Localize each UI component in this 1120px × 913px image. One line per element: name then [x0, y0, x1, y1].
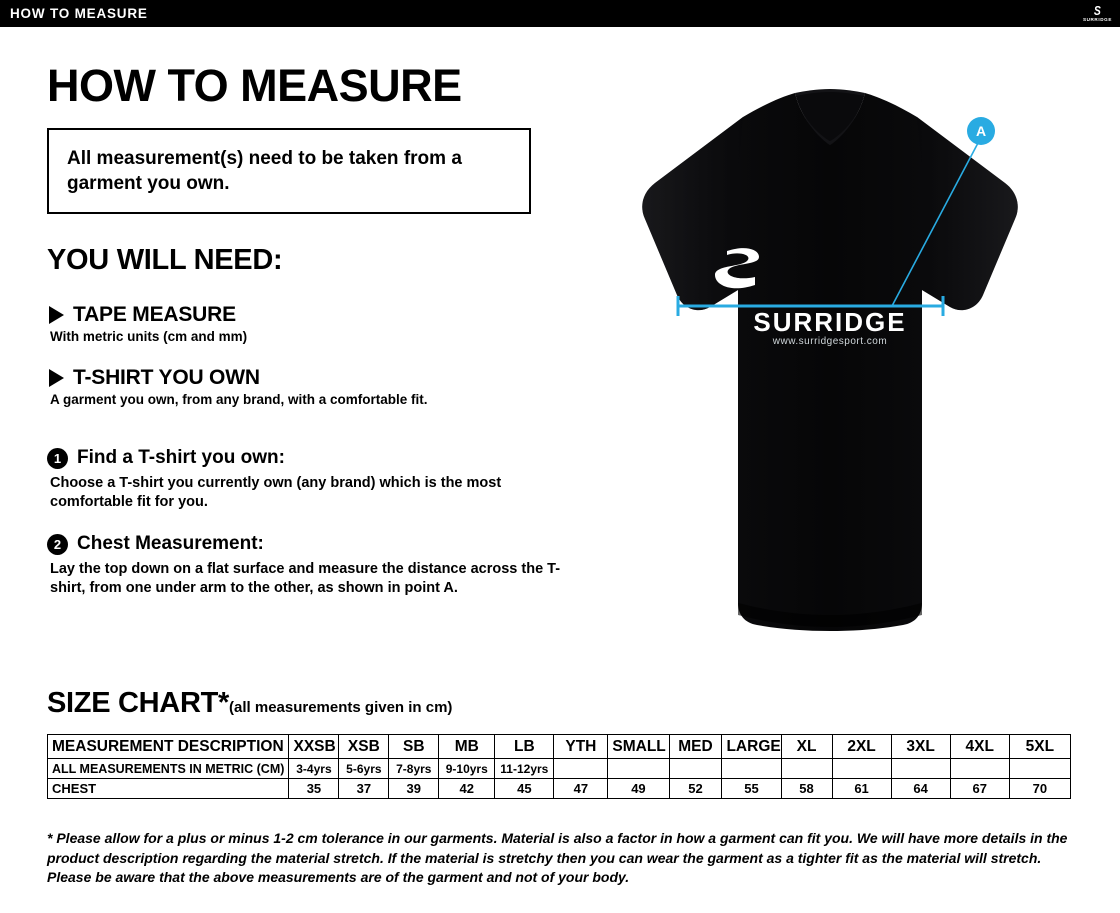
table-cell: 37: [339, 779, 389, 799]
table-header-cell: 2XL: [832, 735, 891, 759]
step-2: [47, 533, 587, 597]
table-header-cell: MEASUREMENT DESCRIPTION: [48, 735, 289, 759]
size-chart-title-star: *: [218, 687, 230, 719]
footnote-text: * Please allow for a plus or minus 1-2 cm tolerance in our garments. Material is also a factor in how a garment can fit you. We will have more details in the product description regarding the material stretch. If the material is stretchy then you can wear the garment as a tighter fit as the material will stretch. Please be aware that the above measurements are of the garment and not of your body.: [47, 830, 1068, 886]
table-cell: 42: [439, 779, 495, 799]
callout-text: All measurement(s) need to be taken from a garment you own.: [67, 148, 462, 195]
need-sublabel: A garment you own, from any brand, with a comfortable fit.: [50, 392, 428, 408]
step-title: Chest Measurement:: [77, 533, 264, 555]
table-header-cell: LB: [495, 735, 554, 759]
table-cell: 61: [832, 779, 891, 799]
table-header-cell: 4XL: [950, 735, 1009, 759]
step-head: [47, 447, 587, 469]
table-header-cell: 5XL: [1009, 735, 1070, 759]
table-header-cell: YTH: [554, 735, 608, 759]
need-sublabel: With metric units (cm and mm): [50, 329, 248, 345]
table-cell: [891, 759, 950, 779]
table-cell: 45: [495, 779, 554, 799]
table-cell: [832, 759, 891, 779]
table-cell: [722, 759, 781, 779]
table-cell: [950, 759, 1009, 779]
table-cell: 58: [781, 779, 832, 799]
size-chart-title: [47, 687, 1072, 720]
table-cell: [608, 759, 669, 779]
step-number-badge: 1: [47, 448, 68, 469]
table-header-cell: LARGE: [722, 735, 781, 759]
table-cell: 35: [289, 779, 339, 799]
table-cell: 52: [669, 779, 722, 799]
table-cell: 39: [389, 779, 439, 799]
table-cell: 3-4yrs: [289, 759, 339, 779]
size-chart-table: [47, 734, 1071, 799]
instructions-column: [47, 60, 587, 619]
table-cell: 70: [1009, 779, 1070, 799]
size-chart-title-sub: (all measurements given in cm): [229, 699, 453, 716]
shirt-brand-text: SURRIDGE: [753, 307, 907, 337]
table-cell: [669, 759, 722, 779]
table-cell: 5-6yrs: [339, 759, 389, 779]
top-bar: [0, 0, 1120, 27]
step-title: Find a T-shirt you own:: [77, 447, 285, 469]
size-chart-section: [47, 687, 1072, 799]
step-body: Choose a T-shirt you currently own (any brand) which is the most comfortable fit for you.: [50, 475, 502, 510]
table-cell: 7-8yrs: [389, 759, 439, 779]
page-body: [0, 27, 1120, 913]
page-title: HOW TO MEASURE: [47, 60, 462, 111]
brand-logo-wordmark: SURRIDGE: [1082, 17, 1112, 23]
need-item-tape-measure: [47, 303, 587, 344]
brand-logo: [1083, 4, 1112, 23]
need-label: TAPE MEASURE: [73, 303, 236, 327]
step-1: [47, 447, 587, 511]
table-header-row: [48, 735, 1071, 759]
triangle-bullet-icon: [49, 369, 64, 387]
brand-logo-mark: S: [1093, 3, 1101, 19]
table-cell: 55: [722, 779, 781, 799]
table-row: [48, 759, 1071, 779]
table-row-label: ALL MEASUREMENTS IN METRIC (CM): [48, 759, 289, 779]
table-cell: 9-10yrs: [439, 759, 495, 779]
table-header-cell: SMALL: [608, 735, 669, 759]
callout-box: [47, 128, 531, 214]
table-header-cell: MB: [439, 735, 495, 759]
need-label: T-SHIRT YOU OWN: [73, 366, 260, 390]
table-header-cell: SB: [389, 735, 439, 759]
table-cell: [554, 759, 608, 779]
table-row: [48, 779, 1071, 799]
table-cell: 49: [608, 779, 669, 799]
table-header-cell: XL: [781, 735, 832, 759]
size-chart-title-text: SIZE CHART: [47, 687, 219, 719]
tshirt-svg: [595, 63, 1065, 663]
table-cell: 67: [950, 779, 1009, 799]
callout-badge-a: A: [967, 117, 995, 145]
need-head: [47, 303, 587, 327]
top-bar-title: HOW TO MEASURE: [10, 6, 148, 21]
you-will-need-heading: YOU WILL NEED:: [47, 244, 283, 277]
steps-list: [47, 447, 587, 597]
table-cell: 64: [891, 779, 950, 799]
table-header-cell: XXSB: [289, 735, 339, 759]
table-cell: [781, 759, 832, 779]
triangle-bullet-icon: [49, 306, 64, 324]
step-body: Lay the top down on a flat surface and measure the distance across the T-shirt, from one under arm to the other, as shown in point A.: [50, 561, 561, 596]
step-number-badge: 2: [47, 534, 68, 555]
need-item-tshirt: [47, 366, 587, 407]
step-head: [47, 533, 587, 555]
table-cell: [1009, 759, 1070, 779]
table-header-cell: 3XL: [891, 735, 950, 759]
tshirt-illustration: [595, 63, 1065, 663]
table-header-cell: MED: [669, 735, 722, 759]
need-head: [47, 366, 587, 390]
table-cell: 11-12yrs: [495, 759, 554, 779]
table-cell: 47: [554, 779, 608, 799]
table-header-cell: XSB: [339, 735, 389, 759]
table-row-label: CHEST: [48, 779, 289, 799]
shirt-brand-url: www.surridgesport.com: [772, 336, 888, 347]
